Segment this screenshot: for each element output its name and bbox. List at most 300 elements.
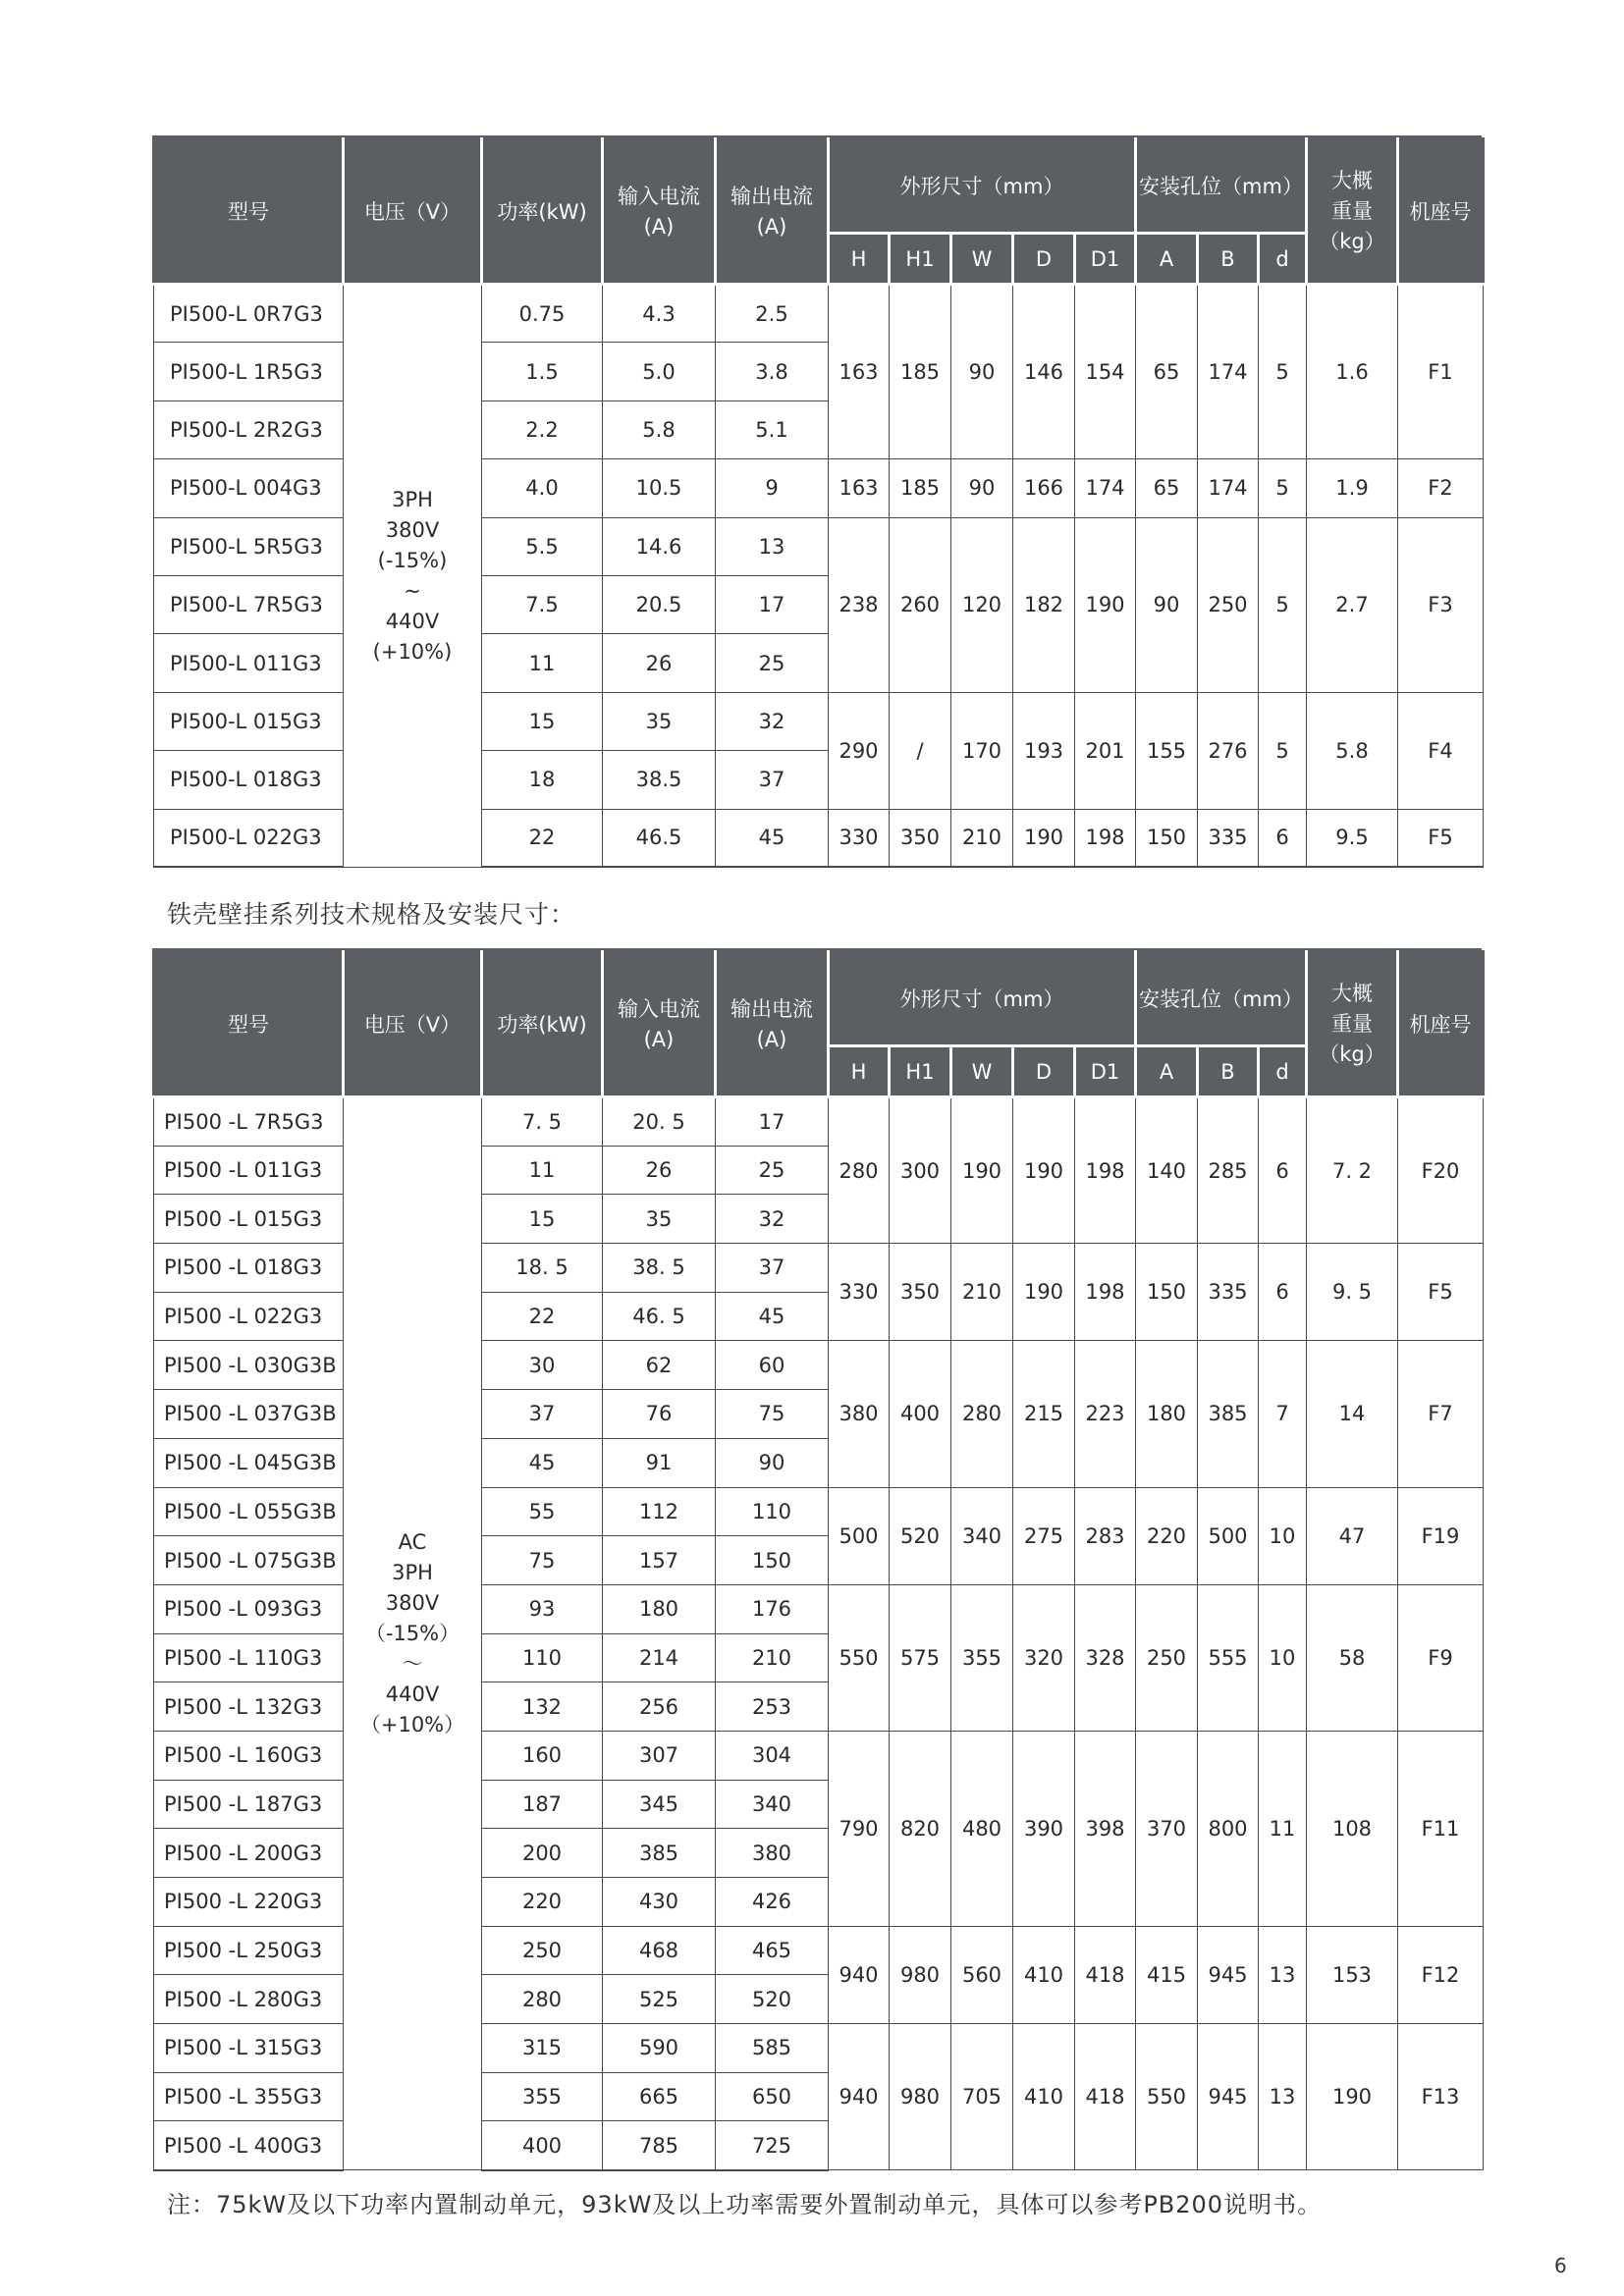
input-current-cell: 46.5 — [603, 809, 716, 867]
mount-A-cell: 65 — [1136, 285, 1198, 459]
header-sub-A: A — [1136, 234, 1198, 285]
voltage-line: （-15%） — [364, 1622, 460, 1646]
dim-H-cell: 380 — [829, 1341, 890, 1487]
mount-A-cell: 150 — [1136, 809, 1198, 867]
input-current-cell: 38. 5 — [603, 1244, 716, 1293]
dim-W-cell: 210 — [951, 1244, 1013, 1341]
output-current-cell: 90 — [716, 1438, 829, 1487]
input-current-cell: 4.3 — [603, 285, 716, 343]
header-sub-W: W — [951, 1046, 1013, 1097]
mount-A-cell: 415 — [1136, 1926, 1198, 2023]
input-current-cell: 14.6 — [603, 517, 716, 575]
frame-cell: F2 — [1398, 459, 1484, 517]
mount-d-cell: 10 — [1259, 1487, 1307, 1584]
header-input-current-unit: (A) — [643, 1027, 675, 1051]
dim-D1-cell: 418 — [1075, 1926, 1136, 2023]
weight-cell: 1.9 — [1307, 459, 1398, 517]
header-frame: 机座号 — [1398, 952, 1484, 1097]
dim-D-cell: 410 — [1013, 2024, 1075, 2170]
dim-W-cell: 340 — [951, 1487, 1013, 1584]
mount-d-cell: 13 — [1259, 2024, 1307, 2170]
input-current-cell: 157 — [603, 1536, 716, 1585]
voltage-line: 3PH — [392, 1561, 433, 1585]
mount-B-cell: 174 — [1198, 285, 1259, 459]
output-current-cell: 210 — [716, 1633, 829, 1682]
dim-W-cell: 90 — [951, 459, 1013, 517]
output-current-cell: 32 — [716, 1195, 829, 1244]
model-cell: PI500-L 015G3 — [154, 692, 344, 750]
input-current-cell: 214 — [603, 1633, 716, 1682]
header-sub-W: W — [951, 234, 1013, 285]
output-current-cell: 426 — [716, 1878, 829, 1927]
voltage-line: (+10%) — [372, 639, 453, 664]
mount-B-cell: 555 — [1198, 1584, 1259, 1731]
mount-B-cell: 174 — [1198, 459, 1259, 517]
dim-D1-cell: 201 — [1075, 692, 1136, 809]
input-current-cell: 5.0 — [603, 343, 716, 400]
model-cell: PI500-L 018G3 — [154, 751, 344, 809]
voltage-cell — [344, 285, 482, 868]
frame-cell: F5 — [1398, 809, 1484, 867]
dim-H-cell: 163 — [829, 459, 890, 517]
output-current-cell: 465 — [716, 1926, 829, 1975]
voltage-line: 380V — [385, 517, 440, 542]
output-current-cell: 3.8 — [716, 343, 829, 400]
dim-H1-cell: 350 — [890, 809, 951, 867]
dim-D1-cell: 198 — [1075, 1097, 1136, 1244]
header-sub-D: D — [1013, 234, 1075, 285]
mount-d-cell: 7 — [1259, 1341, 1307, 1487]
dim-H-cell: 940 — [829, 2024, 890, 2170]
power-cell: 1.5 — [482, 343, 603, 400]
model-cell: PI500 -L 018G3 — [154, 1244, 344, 1293]
power-cell: 93 — [482, 1584, 603, 1633]
header-sub-D1: D1 — [1075, 1046, 1136, 1097]
dim-H1-cell: 820 — [890, 1731, 951, 1926]
output-current-cell: 725 — [716, 2121, 829, 2170]
header-weight-line2: 重量 — [1331, 199, 1373, 223]
output-current-cell: 17 — [716, 1097, 829, 1147]
model-cell: PI500-L 004G3 — [154, 459, 344, 517]
dim-H1-cell: 185 — [890, 285, 951, 459]
input-current-cell: 5.8 — [603, 400, 716, 458]
output-current-cell: 2.5 — [716, 285, 829, 343]
dim-W-cell: 480 — [951, 1731, 1013, 1926]
input-current-cell: 468 — [603, 1926, 716, 1975]
input-current-cell: 35 — [603, 1195, 716, 1244]
model-cell: PI500 -L 075G3B — [154, 1536, 344, 1585]
header-mounting: 安装孔位（mm） — [1136, 952, 1307, 1046]
voltage-cell — [344, 1097, 482, 2170]
model-cell: PI500 -L 160G3 — [154, 1731, 344, 1780]
dim-H1-cell: 400 — [890, 1341, 951, 1487]
output-current-cell: 150 — [716, 1536, 829, 1585]
output-current-cell: 25 — [716, 634, 829, 692]
output-current-cell: 37 — [716, 1244, 829, 1293]
mount-B-cell: 335 — [1198, 809, 1259, 867]
mount-d-cell: 6 — [1259, 1097, 1307, 1244]
header-weight-line3: （kg） — [1319, 1042, 1385, 1066]
dim-D-cell: 275 — [1013, 1487, 1075, 1584]
output-current-cell: 13 — [716, 517, 829, 575]
output-current-cell: 37 — [716, 751, 829, 809]
output-current-cell: 380 — [716, 1829, 829, 1878]
dim-H1-cell: 575 — [890, 1584, 951, 1731]
dim-H1-cell: / — [890, 692, 951, 809]
model-cell: PI500 -L 037G3B — [154, 1390, 344, 1439]
input-current-cell: 785 — [603, 2121, 716, 2170]
dim-W-cell: 210 — [951, 809, 1013, 867]
mount-B-cell: 335 — [1198, 1244, 1259, 1341]
model-cell: PI500 -L 400G3 — [154, 2121, 344, 2170]
header-sub-d: d — [1259, 234, 1307, 285]
frame-cell: F12 — [1398, 1926, 1484, 2023]
dim-D-cell: 190 — [1013, 1097, 1075, 1244]
header-sub-d: d — [1259, 1046, 1307, 1097]
power-cell: 187 — [482, 1780, 603, 1829]
spec-table-plastic — [152, 137, 1485, 868]
dim-H-cell: 280 — [829, 1097, 890, 1244]
frame-cell: F19 — [1398, 1487, 1484, 1584]
model-cell: PI500 -L 110G3 — [154, 1633, 344, 1682]
dim-H-cell: 940 — [829, 1926, 890, 2023]
header-sub-H: H — [829, 234, 890, 285]
output-current-cell: 75 — [716, 1390, 829, 1439]
output-current-cell: 304 — [716, 1731, 829, 1780]
dim-D-cell: 146 — [1013, 285, 1075, 459]
dim-H1-cell: 350 — [890, 1244, 951, 1341]
input-current-cell: 665 — [603, 2072, 716, 2121]
mount-d-cell: 6 — [1259, 809, 1307, 867]
weight-cell: 7. 2 — [1307, 1097, 1398, 1244]
dim-H-cell: 790 — [829, 1731, 890, 1926]
power-cell: 220 — [482, 1878, 603, 1927]
dim-D1-cell: 418 — [1075, 2024, 1136, 2170]
input-current-cell: 38.5 — [603, 751, 716, 809]
dim-H-cell: 550 — [829, 1584, 890, 1731]
power-cell: 110 — [482, 1633, 603, 1682]
voltage-line: 440V — [385, 609, 440, 633]
power-cell: 30 — [482, 1341, 603, 1390]
dim-W-cell: 355 — [951, 1584, 1013, 1731]
model-cell: PI500 -L 280G3 — [154, 1975, 344, 2024]
output-current-cell: 17 — [716, 575, 829, 633]
input-current-cell: 26 — [603, 1146, 716, 1195]
dim-H-cell: 238 — [829, 517, 890, 692]
header-output-current-label: 输出电流 — [731, 184, 813, 208]
mount-B-cell: 800 — [1198, 1731, 1259, 1926]
mount-A-cell: 65 — [1136, 459, 1198, 517]
output-current-cell: 650 — [716, 2072, 829, 2121]
header-input-current-unit: (A) — [643, 214, 675, 239]
dim-W-cell: 170 — [951, 692, 1013, 809]
header-weight-line1: 大概 — [1331, 982, 1373, 1005]
frame-cell: F7 — [1398, 1341, 1484, 1487]
power-cell: 45 — [482, 1438, 603, 1487]
mount-d-cell: 5 — [1259, 285, 1307, 459]
voltage-line: (-15%) — [377, 548, 448, 572]
voltage-line: ～ — [402, 1652, 423, 1677]
power-cell: 11 — [482, 634, 603, 692]
header-sub-D1: D1 — [1075, 234, 1136, 285]
dim-W-cell: 120 — [951, 517, 1013, 692]
input-current-cell: 525 — [603, 1975, 716, 2024]
dim-D1-cell: 190 — [1075, 517, 1136, 692]
model-cell: PI500 -L 220G3 — [154, 1878, 344, 1927]
mount-B-cell: 500 — [1198, 1487, 1259, 1584]
output-current-cell: 60 — [716, 1341, 829, 1390]
header-sub-A: A — [1136, 1046, 1198, 1097]
voltage-line: （+10%） — [359, 1713, 465, 1737]
model-cell: PI500-L 0R7G3 — [154, 285, 344, 343]
mount-A-cell: 180 — [1136, 1341, 1198, 1487]
weight-cell: 14 — [1307, 1341, 1398, 1487]
input-current-cell: 307 — [603, 1731, 716, 1780]
input-current-cell: 46. 5 — [603, 1292, 716, 1341]
header-model: 型号 — [154, 139, 344, 285]
power-cell: 5.5 — [482, 517, 603, 575]
weight-cell: 153 — [1307, 1926, 1398, 2023]
header-power: 功率(kW) — [482, 139, 603, 285]
header-input-current — [603, 952, 716, 1097]
power-cell: 160 — [482, 1731, 603, 1780]
header-voltage: 电压（V） — [344, 952, 482, 1097]
model-cell: PI500 -L 187G3 — [154, 1780, 344, 1829]
output-current-cell: 25 — [716, 1146, 829, 1195]
frame-cell: F4 — [1398, 692, 1484, 809]
header-output-current — [716, 952, 829, 1097]
frame-cell: F11 — [1398, 1731, 1484, 1926]
header-weight-line2: 重量 — [1331, 1012, 1373, 1036]
input-current-cell: 76 — [603, 1390, 716, 1439]
dim-W-cell: 190 — [951, 1097, 1013, 1244]
mount-d-cell: 5 — [1259, 692, 1307, 809]
dim-H1-cell: 520 — [890, 1487, 951, 1584]
mount-A-cell: 370 — [1136, 1731, 1198, 1926]
power-cell: 18. 5 — [482, 1244, 603, 1293]
header-input-current-label: 输入电流 — [618, 996, 700, 1021]
header-output-current-unit: (A) — [756, 1027, 787, 1051]
model-cell: PI500-L 7R5G3 — [154, 575, 344, 633]
output-current-cell: 5.1 — [716, 400, 829, 458]
model-cell: PI500 -L 045G3B — [154, 1438, 344, 1487]
voltage-line: ~ — [404, 578, 421, 603]
power-cell: 4.0 — [482, 459, 603, 517]
power-cell: 400 — [482, 2121, 603, 2170]
frame-cell: F20 — [1398, 1097, 1484, 1244]
mount-d-cell: 5 — [1259, 459, 1307, 517]
power-cell: 200 — [482, 1829, 603, 1878]
dim-D1-cell: 198 — [1075, 809, 1136, 867]
weight-cell: 1.6 — [1307, 285, 1398, 459]
model-cell: PI500 -L 030G3B — [154, 1341, 344, 1390]
table-row — [154, 285, 1484, 343]
footnote: 注：75kW及以下功率内置制动单元，93kW及以上功率需要外置制动单元，具体可以参考PB200说明书。 — [167, 2191, 1323, 2218]
model-cell: PI500 -L 132G3 — [154, 1682, 344, 1732]
header-frame: 机座号 — [1398, 139, 1484, 285]
dim-D1-cell: 283 — [1075, 1487, 1136, 1584]
dim-H1-cell: 300 — [890, 1097, 951, 1244]
spec-table-wall-mount — [152, 950, 1485, 2171]
header-sub-B: B — [1198, 234, 1259, 285]
dim-D-cell: 190 — [1013, 1244, 1075, 1341]
mount-d-cell: 11 — [1259, 1731, 1307, 1926]
header-weight-line1: 大概 — [1331, 169, 1373, 192]
section-title: 铁壳壁挂系列技术规格及安装尺寸： — [167, 900, 576, 929]
model-cell: PI500-L 011G3 — [154, 634, 344, 692]
model-cell: PI500 -L 093G3 — [154, 1584, 344, 1633]
input-current-cell: 20.5 — [603, 575, 716, 633]
dim-D1-cell: 198 — [1075, 1244, 1136, 1341]
frame-cell: F13 — [1398, 2024, 1484, 2170]
mount-B-cell: 385 — [1198, 1341, 1259, 1487]
dim-H1-cell: 185 — [890, 459, 951, 517]
header-sub-H1: H1 — [890, 234, 951, 285]
dim-H-cell: 290 — [829, 692, 890, 809]
table-row — [154, 1097, 1484, 1147]
mount-A-cell: 250 — [1136, 1584, 1198, 1731]
input-current-cell: 180 — [603, 1584, 716, 1633]
header-input-current-label: 输入电流 — [618, 184, 700, 208]
output-current-cell: 520 — [716, 1975, 829, 2024]
dim-W-cell: 705 — [951, 2024, 1013, 2170]
power-cell: 22 — [482, 1292, 603, 1341]
header-output-current — [716, 139, 829, 285]
output-current-cell: 585 — [716, 2024, 829, 2073]
power-cell: 7.5 — [482, 575, 603, 633]
weight-cell: 190 — [1307, 2024, 1398, 2170]
dim-H1-cell: 980 — [890, 2024, 951, 2170]
output-current-cell: 340 — [716, 1780, 829, 1829]
output-current-cell: 253 — [716, 1682, 829, 1732]
header-power: 功率(kW) — [482, 952, 603, 1097]
power-cell: 250 — [482, 1926, 603, 1975]
dim-D-cell: 166 — [1013, 459, 1075, 517]
header-model: 型号 — [154, 952, 344, 1097]
header-input-current — [603, 139, 716, 285]
input-current-cell: 62 — [603, 1341, 716, 1390]
mount-A-cell: 550 — [1136, 2024, 1198, 2170]
weight-cell: 58 — [1307, 1584, 1398, 1731]
voltage-line: 380V — [385, 1591, 440, 1616]
power-cell: 2.2 — [482, 400, 603, 458]
output-current-cell: 176 — [716, 1584, 829, 1633]
voltage-line: 440V — [385, 1682, 440, 1707]
power-cell: 15 — [482, 1195, 603, 1244]
header-mounting: 安装孔位（mm） — [1136, 139, 1307, 234]
dim-W-cell: 280 — [951, 1341, 1013, 1487]
header-dimensions: 外形尺寸（mm） — [829, 952, 1136, 1046]
input-current-cell: 91 — [603, 1438, 716, 1487]
mount-B-cell: 945 — [1198, 2024, 1259, 2170]
dim-D1-cell: 328 — [1075, 1584, 1136, 1731]
frame-cell: F3 — [1398, 517, 1484, 692]
input-current-cell: 35 — [603, 692, 716, 750]
mount-A-cell: 155 — [1136, 692, 1198, 809]
mount-A-cell: 140 — [1136, 1097, 1198, 1244]
model-cell: PI500-L 1R5G3 — [154, 343, 344, 400]
header-sub-H1: H1 — [890, 1046, 951, 1097]
frame-cell: F1 — [1398, 285, 1484, 459]
dim-W-cell: 90 — [951, 285, 1013, 459]
mount-A-cell: 220 — [1136, 1487, 1198, 1584]
weight-cell: 108 — [1307, 1731, 1398, 1926]
power-cell: 355 — [482, 2072, 603, 2121]
power-cell: 37 — [482, 1390, 603, 1439]
dim-D1-cell: 154 — [1075, 285, 1136, 459]
mount-d-cell: 5 — [1259, 517, 1307, 692]
page-number: 6 — [1554, 2254, 1567, 2277]
model-cell: PI500 -L 7R5G3 — [154, 1097, 344, 1147]
mount-d-cell: 10 — [1259, 1584, 1307, 1731]
input-current-cell: 430 — [603, 1878, 716, 1927]
mount-B-cell: 276 — [1198, 692, 1259, 809]
model-cell: PI500-L 022G3 — [154, 809, 344, 867]
model-cell: PI500-L 2R2G3 — [154, 400, 344, 458]
dim-D-cell: 190 — [1013, 809, 1075, 867]
mount-B-cell: 945 — [1198, 1926, 1259, 2023]
power-cell: 132 — [482, 1682, 603, 1732]
dim-H-cell: 500 — [829, 1487, 890, 1584]
dim-D-cell: 182 — [1013, 517, 1075, 692]
output-current-cell: 32 — [716, 692, 829, 750]
input-current-cell: 26 — [603, 634, 716, 692]
input-current-cell: 385 — [603, 1829, 716, 1878]
header-sub-H: H — [829, 1046, 890, 1097]
power-cell: 0.75 — [482, 285, 603, 343]
frame-cell: F9 — [1398, 1584, 1484, 1731]
dim-D1-cell: 223 — [1075, 1341, 1136, 1487]
dim-H-cell: 330 — [829, 1244, 890, 1341]
model-cell: PI500 -L 055G3B — [154, 1487, 344, 1536]
mount-d-cell: 6 — [1259, 1244, 1307, 1341]
header-output-current-label: 输出电流 — [731, 996, 813, 1021]
power-cell: 22 — [482, 809, 603, 867]
output-current-cell: 9 — [716, 459, 829, 517]
weight-cell: 9.5 — [1307, 809, 1398, 867]
power-cell: 7. 5 — [482, 1097, 603, 1147]
power-cell: 11 — [482, 1146, 603, 1195]
dim-D1-cell: 174 — [1075, 459, 1136, 517]
input-current-cell: 590 — [603, 2024, 716, 2073]
dim-H1-cell: 980 — [890, 1926, 951, 2023]
header-weight — [1307, 139, 1398, 285]
dim-H-cell: 330 — [829, 809, 890, 867]
dim-D-cell: 215 — [1013, 1341, 1075, 1487]
mount-d-cell: 13 — [1259, 1926, 1307, 2023]
model-cell: PI500-L 5R5G3 — [154, 517, 344, 575]
mount-B-cell: 285 — [1198, 1097, 1259, 1244]
weight-cell: 5.8 — [1307, 692, 1398, 809]
input-current-cell: 256 — [603, 1682, 716, 1732]
header-output-current-unit: (A) — [756, 214, 787, 239]
mount-A-cell: 90 — [1136, 517, 1198, 692]
dim-D-cell: 193 — [1013, 692, 1075, 809]
voltage-line: 3PH — [392, 487, 433, 511]
output-current-cell: 110 — [716, 1487, 829, 1536]
header-sub-D: D — [1013, 1046, 1075, 1097]
header-weight — [1307, 952, 1398, 1097]
power-cell: 55 — [482, 1487, 603, 1536]
mount-B-cell: 250 — [1198, 517, 1259, 692]
power-cell: 315 — [482, 2024, 603, 2073]
model-cell: PI500 -L 315G3 — [154, 2024, 344, 2073]
dim-H1-cell: 260 — [890, 517, 951, 692]
weight-cell: 2.7 — [1307, 517, 1398, 692]
header-sub-B: B — [1198, 1046, 1259, 1097]
dim-D-cell: 320 — [1013, 1584, 1075, 1731]
weight-cell: 47 — [1307, 1487, 1398, 1584]
